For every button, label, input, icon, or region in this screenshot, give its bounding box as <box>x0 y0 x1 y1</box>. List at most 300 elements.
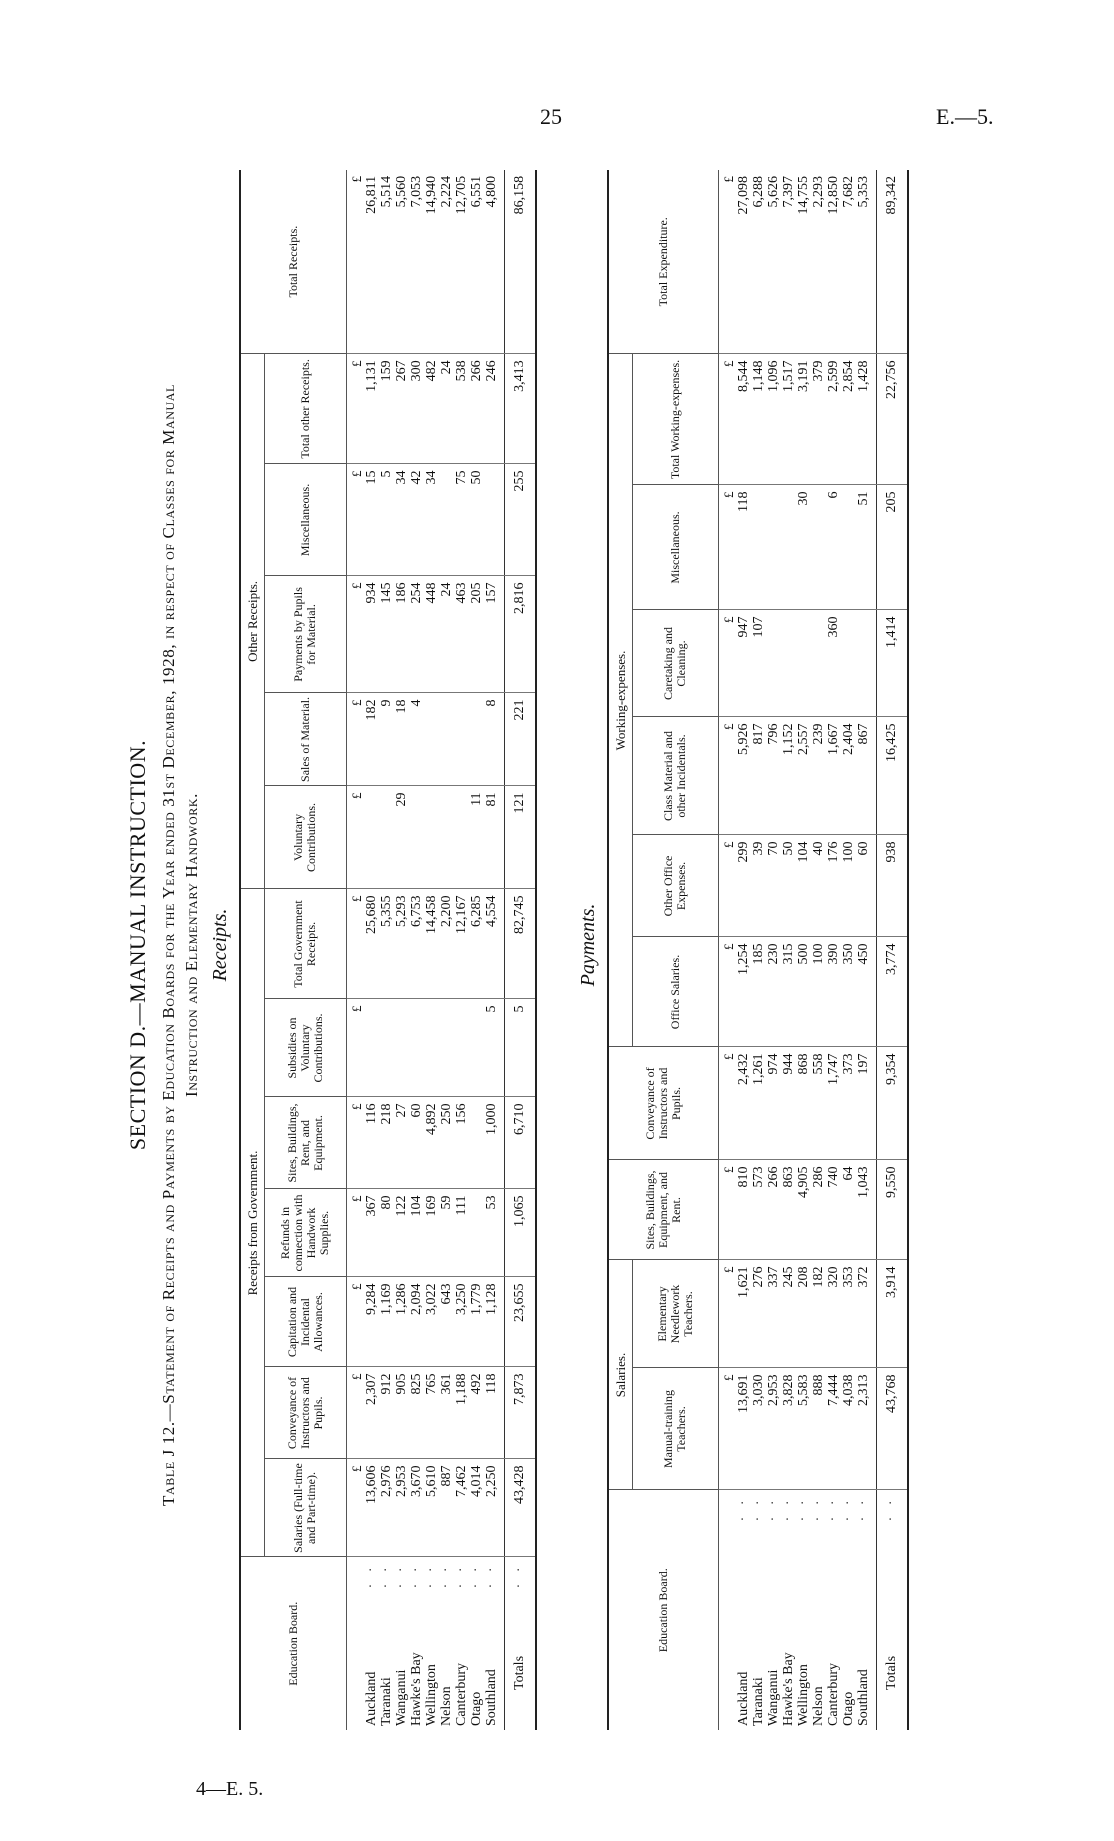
table-cell: 12,167 <box>454 889 469 999</box>
table-cell: 39 <box>751 835 766 937</box>
totals-cell: 1,065 <box>504 1189 536 1277</box>
table-cell: 2,953 <box>766 1368 781 1490</box>
table-cell: 8,544 <box>736 354 751 485</box>
table-cell: 4 <box>409 693 424 786</box>
table-cell: 934 <box>364 576 379 693</box>
table-cell: 11 <box>469 786 484 889</box>
table-cell: 5,610 <box>424 1459 439 1557</box>
table-cell: 81 <box>484 786 499 889</box>
table-cell: 1,169 <box>379 1277 394 1367</box>
pay-header-total-working: Total Working-expenses. <box>632 354 718 485</box>
totals-cell: 43,428 <box>504 1459 536 1557</box>
table-cell <box>409 786 424 889</box>
table-cell: 450 <box>856 937 871 1047</box>
table-cell: 12,705 <box>454 170 469 354</box>
board-name <box>379 1557 394 1730</box>
table-cell: 5,560 <box>394 170 409 354</box>
table-cell: 15 <box>364 464 379 576</box>
table-cell: 360 <box>826 610 841 717</box>
leader-dots: · · <box>825 1496 841 1522</box>
table-cell: 5 <box>379 464 394 576</box>
table-cell <box>811 485 826 610</box>
pay-currency-cell: £ <box>718 354 736 485</box>
receipts-label: Receipts. <box>209 908 231 982</box>
rec-currency-cell: £ <box>346 1189 364 1277</box>
rec-header-subsidies: Subsidies on Voluntary Contributions. <box>264 999 346 1097</box>
table-cell <box>469 999 484 1097</box>
payments-body <box>718 170 908 1730</box>
table-cell: 186 <box>394 576 409 693</box>
table-cell <box>439 693 454 786</box>
board-name-label: Southland <box>855 1669 871 1726</box>
table-cell: 482 <box>424 354 439 464</box>
table-cell <box>424 786 439 889</box>
table-cell: 367 <box>364 1189 379 1277</box>
table-cell: 5,355 <box>379 889 394 999</box>
table-cell: 4,892 <box>424 1097 439 1189</box>
table-cell <box>454 786 469 889</box>
table-cell: 867 <box>856 717 871 835</box>
table-cell: 863 <box>781 1160 796 1260</box>
table-cell: 887 <box>439 1459 454 1557</box>
board-name <box>826 1490 841 1730</box>
table-cell: 3,250 <box>454 1277 469 1367</box>
table-cell: 254 <box>409 576 424 693</box>
table-title <box>157 165 203 1725</box>
table-cell: 7,053 <box>409 170 424 354</box>
table-cell: 75 <box>454 464 469 576</box>
rec-currency-cell: £ <box>346 693 364 786</box>
totals-cell: 205 <box>876 485 908 610</box>
pay-currency-cell: £ <box>718 1260 736 1368</box>
table-cell: 9 <box>379 693 394 786</box>
table-cell: 2,307 <box>364 1367 379 1459</box>
table-cell: 944 <box>781 1047 796 1160</box>
board-name-label: Hawke's Bay <box>408 1652 424 1726</box>
rec-header-total-other: Total other Receipts. <box>264 354 346 464</box>
table-cell: 34 <box>394 464 409 576</box>
board-name-label: Wanganui <box>765 1669 781 1726</box>
table-cell: 905 <box>394 1367 409 1459</box>
table-cell: 24 <box>439 576 454 693</box>
board-name <box>469 1557 484 1730</box>
leader-dots: · · <box>363 1563 379 1589</box>
totals-row <box>876 170 908 1730</box>
table-cell: 27 <box>394 1097 409 1189</box>
rec-currency-cell: £ <box>346 999 364 1097</box>
table-cell: 2,976 <box>379 1459 394 1557</box>
table-cell: 34 <box>424 464 439 576</box>
payments-table <box>607 170 909 1730</box>
rec-currency-cell: £ <box>346 576 364 693</box>
table-cell: 5,293 <box>394 889 409 999</box>
pay-header-other-office: Other Office Expenses. <box>632 835 718 937</box>
table-cell: 156 <box>454 1097 469 1189</box>
board-name-label: Southland <box>483 1669 499 1726</box>
table-cell: 267 <box>394 354 409 464</box>
table-cell: 372 <box>856 1260 871 1368</box>
table-cell: 24 <box>439 354 454 464</box>
table-cell <box>841 610 856 717</box>
table-cell: 266 <box>469 354 484 464</box>
rec-header-voluntary: Voluntary Contributions. <box>264 786 346 889</box>
board-name <box>811 1490 826 1730</box>
table-cell: 538 <box>454 354 469 464</box>
pay-header-sites: Sites, Buildings, Equipment, and Rent. <box>608 1160 718 1260</box>
board-name-label: Canterbury <box>453 1663 469 1726</box>
table-cell: 2,599 <box>826 354 841 485</box>
board-name-label: Canterbury <box>825 1663 841 1726</box>
table-row <box>826 170 841 1730</box>
table-cell: 7,682 <box>841 170 856 354</box>
totals-cell: 22,756 <box>876 354 908 485</box>
table-cell: 1,747 <box>826 1047 841 1160</box>
table-cell: 7,444 <box>826 1368 841 1490</box>
board-name <box>856 1490 871 1730</box>
table-cell: 2,854 <box>841 354 856 485</box>
table-row <box>424 170 439 1730</box>
table-cell: 6,753 <box>409 889 424 999</box>
table-cell: 245 <box>781 1260 796 1368</box>
totals-label <box>876 1490 908 1730</box>
table-cell: 361 <box>439 1367 454 1459</box>
table-cell: 8 <box>484 693 499 786</box>
table-row <box>856 170 871 1730</box>
rec-currency-cell: £ <box>346 170 364 354</box>
rec-header-miscellaneous: Miscellaneous. <box>264 464 346 576</box>
totals-label-text: Totals <box>511 1655 527 1690</box>
table-cell <box>424 693 439 786</box>
section-title: SECTION D.—MANUAL INSTRUCTION. <box>125 739 150 1151</box>
table-row <box>454 170 469 1730</box>
table-cell <box>424 999 439 1097</box>
table-cell: 2,094 <box>409 1277 424 1367</box>
table-row <box>394 170 409 1730</box>
board-name <box>841 1490 856 1730</box>
table-cell <box>409 999 424 1097</box>
rec-header-conveyance: Conveyance of Instructors and Pupils. <box>264 1367 346 1459</box>
table-cell: 912 <box>379 1367 394 1459</box>
table-cell: 50 <box>781 835 796 937</box>
table-cell: 337 <box>766 1260 781 1368</box>
pay-header-office-salaries: Office Salaries. <box>632 937 718 1047</box>
table-cell <box>781 485 796 610</box>
table-cell <box>454 999 469 1097</box>
table-cell: 5,583 <box>796 1368 811 1490</box>
table-cell: 239 <box>811 717 826 835</box>
rec-header-payments-pupils: Payments by Pupils for Material. <box>264 576 346 693</box>
table-cell: 500 <box>796 937 811 1047</box>
board-name <box>751 1490 766 1730</box>
table-cell: 974 <box>766 1047 781 1160</box>
table-cell: 1,261 <box>751 1047 766 1160</box>
table-cell <box>751 485 766 610</box>
table-cell: 558 <box>811 1047 826 1160</box>
leader-dots: · · <box>735 1496 751 1522</box>
table-cell <box>439 464 454 576</box>
table-cell: 4,038 <box>841 1368 856 1490</box>
board-name-label: Wellington <box>795 1664 811 1726</box>
totals-cell: 86,158 <box>504 170 536 354</box>
table-cell <box>484 464 499 576</box>
totals-cell: 9,550 <box>876 1160 908 1260</box>
table-row <box>751 170 766 1730</box>
board-name-label: Nelson <box>438 1686 454 1726</box>
pay-group-salaries: Salaries. <box>608 1260 632 1490</box>
table-cell: 5,514 <box>379 170 394 354</box>
totals-cell: 9,354 <box>876 1047 908 1160</box>
totals-cell: 3,914 <box>876 1260 908 1368</box>
table-cell: 246 <box>484 354 499 464</box>
pay-currency-cell: £ <box>718 937 736 1047</box>
totals-cell: 89,342 <box>876 170 908 354</box>
rec-header-refunds: Refunds in connection with Handwork Supplies. <box>264 1189 346 1277</box>
table-cell: 5,353 <box>856 170 871 354</box>
table-cell <box>379 786 394 889</box>
table-cell: 4,905 <box>796 1160 811 1260</box>
leader-dots: · · <box>750 1496 766 1522</box>
totals-cell: 82,745 <box>504 889 536 999</box>
totals-cell: 5 <box>504 999 536 1097</box>
table-cell: 2,313 <box>856 1368 871 1490</box>
table-cell: 100 <box>841 835 856 937</box>
leader-dots: · · <box>810 1496 826 1522</box>
table-cell: 7,397 <box>781 170 796 354</box>
table-cell: 2,953 <box>394 1459 409 1557</box>
table-cell <box>439 786 454 889</box>
totals-cell: 121 <box>504 786 536 889</box>
board-name-label: Nelson <box>810 1686 826 1726</box>
totals-label <box>504 1557 536 1730</box>
pay-header-miscellaneous: Miscellaneous. <box>632 485 718 610</box>
table-cell: 159 <box>379 354 394 464</box>
pay-currency-cell: £ <box>718 610 736 717</box>
board-name-label: Taranaki <box>378 1677 394 1726</box>
table-cell <box>469 1189 484 1277</box>
totals-row <box>504 170 536 1730</box>
table-cell: 2,250 <box>484 1459 499 1557</box>
table-row <box>766 170 781 1730</box>
table-cell: 1,131 <box>364 354 379 464</box>
table-cell <box>364 786 379 889</box>
table-cell: 53 <box>484 1189 499 1277</box>
table-cell: 176 <box>826 835 841 937</box>
table-cell: 1,128 <box>484 1277 499 1367</box>
table-cell: 379 <box>811 354 826 485</box>
board-name <box>394 1557 409 1730</box>
rec-currency-cell: £ <box>346 889 364 999</box>
rec-header-capitation: Capitation and Incidental Allowances. <box>264 1277 346 1367</box>
rec-currency-cell: £ <box>346 464 364 576</box>
table-cell: 157 <box>484 576 499 693</box>
leader-dots: · · <box>453 1563 469 1589</box>
table-cell: 25,680 <box>364 889 379 999</box>
totals-cell: 2,816 <box>504 576 536 693</box>
totals-cell: 16,425 <box>876 717 908 835</box>
table-cell: 18 <box>394 693 409 786</box>
table-row <box>781 170 796 1730</box>
pay-header-class-material: Class Material and other Incidentals. <box>632 717 718 835</box>
table-cell: 1,517 <box>781 354 796 485</box>
table-cell <box>781 610 796 717</box>
totals-cell: 255 <box>504 464 536 576</box>
board-name <box>364 1557 379 1730</box>
leader-dots: · · <box>855 1496 871 1522</box>
table-cell <box>766 485 781 610</box>
leader-dots: · · <box>511 1563 527 1589</box>
leader-dots: · · <box>883 1496 899 1522</box>
table-cell: 286 <box>811 1160 826 1260</box>
table-cell: 182 <box>364 693 379 786</box>
table-cell: 1,428 <box>856 354 871 485</box>
board-name <box>781 1490 796 1730</box>
board-name <box>796 1490 811 1730</box>
totals-cell: 7,873 <box>504 1367 536 1459</box>
table-cell <box>841 485 856 610</box>
table-cell: 868 <box>796 1047 811 1160</box>
totals-cell: 1,414 <box>876 610 908 717</box>
table-row <box>409 170 424 1730</box>
table-row <box>364 170 379 1730</box>
table-cell: 1,188 <box>454 1367 469 1459</box>
leader-dots: · · <box>378 1563 394 1589</box>
table-cell: 250 <box>439 1097 454 1189</box>
pay-currency-cell: £ <box>718 1047 736 1160</box>
table-cell: 276 <box>751 1260 766 1368</box>
table-cell: 70 <box>766 835 781 937</box>
totals-label-text: Totals <box>883 1655 899 1690</box>
table-cell: 2,224 <box>439 170 454 354</box>
table-cell: 26,811 <box>364 170 379 354</box>
table-cell: 825 <box>409 1367 424 1459</box>
table-cell: 230 <box>766 937 781 1047</box>
payments-label: Payments. <box>577 903 599 987</box>
table-cell: 1,254 <box>736 937 751 1047</box>
pay-currency-cell: £ <box>718 835 736 937</box>
table-cell: 888 <box>811 1368 826 1490</box>
table-cell: 320 <box>826 1260 841 1368</box>
table-cell: 118 <box>736 485 751 610</box>
table-cell: 796 <box>766 717 781 835</box>
table-cell: 145 <box>379 576 394 693</box>
totals-cell: 938 <box>876 835 908 937</box>
totals-cell: 43,768 <box>876 1368 908 1490</box>
table-cell: 3,022 <box>424 1277 439 1367</box>
board-name-label: Wellington <box>423 1664 439 1726</box>
table-cell: 5,926 <box>736 717 751 835</box>
leader-dots: · · <box>408 1563 424 1589</box>
table-cell: 448 <box>424 576 439 693</box>
pay-header-board: Education Board. <box>608 1490 718 1730</box>
rec-currency-row <box>346 170 364 1730</box>
table-cell: 7,462 <box>454 1459 469 1557</box>
table-cell <box>364 999 379 1097</box>
leader-dots: · · <box>840 1496 856 1522</box>
pay-currency-row <box>718 170 736 1730</box>
leader-dots: · · <box>795 1496 811 1522</box>
table-cell: 1,667 <box>826 717 841 835</box>
leader-dots: · · <box>483 1563 499 1589</box>
page-number: 25 <box>540 104 562 129</box>
table-cell: 116 <box>364 1097 379 1189</box>
table-cell: 27,098 <box>736 170 751 354</box>
board-name <box>454 1557 469 1730</box>
pay-currency-cell: £ <box>718 485 736 610</box>
rotated-page-body <box>117 145 1007 1745</box>
table-cell: 80 <box>379 1189 394 1277</box>
table-cell: 3,828 <box>781 1368 796 1490</box>
rec-currency-cell: £ <box>346 1277 364 1367</box>
pay-header-caretaking: Caretaking and Cleaning. <box>632 610 718 717</box>
table-cell <box>439 999 454 1097</box>
table-row <box>736 170 751 1730</box>
table-cell: 169 <box>424 1189 439 1277</box>
table-cell: 205 <box>469 576 484 693</box>
rec-currency-cell: £ <box>346 786 364 889</box>
table-cell <box>796 610 811 717</box>
table-cell: 817 <box>751 717 766 835</box>
table-cell: 14,940 <box>424 170 439 354</box>
table-cell: 208 <box>796 1260 811 1368</box>
table-cell: 266 <box>766 1160 781 1260</box>
board-name <box>736 1490 751 1730</box>
table-cell: 1,152 <box>781 717 796 835</box>
table-cell: 1,286 <box>394 1277 409 1367</box>
leader-dots: · · <box>780 1496 796 1522</box>
board-name-label: Auckland <box>363 1671 379 1726</box>
table-cell <box>811 610 826 717</box>
rec-currency-cell: £ <box>346 1367 364 1459</box>
table-cell: 947 <box>736 610 751 717</box>
table-cell: 573 <box>751 1160 766 1260</box>
table-cell: 492 <box>469 1367 484 1459</box>
pay-header-manual-teachers: Manual-training Teachers. <box>632 1368 718 1490</box>
table-cell: 3,191 <box>796 354 811 485</box>
leader-dots: · · <box>393 1563 409 1589</box>
table-cell: 6 <box>826 485 841 610</box>
table-cell: 765 <box>424 1367 439 1459</box>
pay-currency-cell: £ <box>718 1160 736 1260</box>
table-cell: 197 <box>856 1047 871 1160</box>
rec-header-sites: Sites, Buildings, Rent, and Equipment. <box>264 1097 346 1189</box>
table-cell: 3,670 <box>409 1459 424 1557</box>
pay-group-working: Working-expenses. <box>608 354 632 1047</box>
table-cell: 1,096 <box>766 354 781 485</box>
table-cell: 1,043 <box>856 1160 871 1260</box>
table-cell: 6,551 <box>469 170 484 354</box>
table-cell: 1,779 <box>469 1277 484 1367</box>
rec-header-salaries: Salaries (Full-time and Part-time). <box>264 1459 346 1557</box>
rec-currency-name <box>346 1557 364 1730</box>
table-row <box>484 170 499 1730</box>
table-cell: 60 <box>409 1097 424 1189</box>
table-cell: 118 <box>484 1367 499 1459</box>
table-cell: 4,800 <box>484 170 499 354</box>
page-reference: E.—5. <box>936 104 994 129</box>
table-cell <box>766 610 781 717</box>
table-cell: 643 <box>439 1277 454 1367</box>
rec-header-board: Education Board. <box>240 1557 346 1730</box>
rec-group-government: Receipts from Government. <box>240 889 264 1557</box>
table-cell <box>454 693 469 786</box>
rec-currency-cell: £ <box>346 1097 364 1189</box>
leader-dots: · · <box>468 1563 484 1589</box>
rec-header-sales: Sales of Material. <box>264 693 346 786</box>
totals-cell: 23,655 <box>504 1277 536 1367</box>
leader-dots: · · <box>438 1563 454 1589</box>
totals-cell: 3,413 <box>504 354 536 464</box>
table-cell: 182 <box>811 1260 826 1368</box>
